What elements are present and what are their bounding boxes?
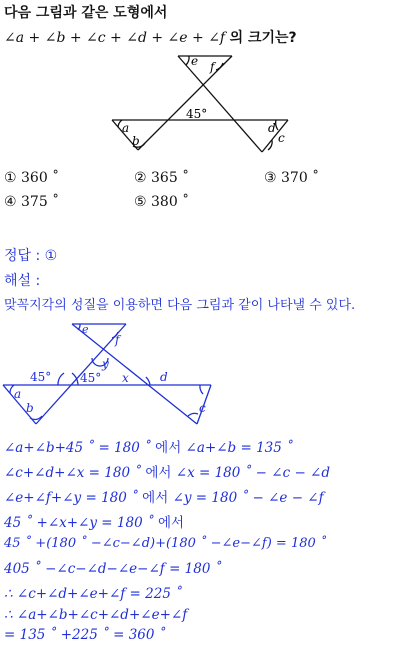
solution-line-3-tail: ∠y = 180 ˚ − ∠e − ∠f (172, 490, 324, 506)
label-y: y (102, 357, 109, 371)
label-f: f (210, 60, 215, 74)
label-e: e (191, 54, 199, 68)
solution-line-6-expr: 405 ˚ −∠c−∠d−∠e−∠f = 180 ˚ (4, 561, 222, 577)
solution-line-4-kr: 에서 (158, 515, 185, 531)
problem-figure (100, 50, 300, 160)
solution-line-2-kr: 에서 (145, 465, 172, 481)
solution-line-1 (4, 436, 293, 456)
label-45-degree: 45° (186, 107, 208, 121)
solution-line-4-expr: 45 ˚ +∠x+∠y = 180 ˚ (4, 515, 154, 531)
solution-line-9-expr: = 135 ˚ +225 ˚ = 360 ˚ (4, 627, 166, 643)
choice-5[interactable]: ⑤ 380 ˚ (134, 194, 190, 210)
solution-line-1-tail: ∠a+∠b = 135 ˚ (185, 440, 293, 456)
label-45-center: 45° (80, 371, 102, 385)
question-line1: 다음 그림과 같은 도형에서 (4, 5, 168, 21)
angle-e-arc (78, 324, 80, 330)
solution-line-5 (4, 536, 326, 551)
label-b: b (26, 401, 34, 415)
choice-3[interactable]: ③ 370 ˚ (264, 170, 320, 186)
solution-line-3 (4, 486, 324, 506)
label-c: c (199, 401, 206, 415)
angle-d-arc (276, 120, 278, 130)
label-e: e (82, 323, 89, 336)
solution-line-9 (4, 627, 166, 643)
answer-label: 정답 : ① (4, 248, 58, 264)
label-c: c (278, 131, 285, 145)
label-a: a (14, 387, 22, 401)
solution-figure (0, 320, 215, 428)
angle-f-arc (216, 63, 223, 70)
explanation-text: 맞꼭지각의 성질을 이용하면 다음 그림과 같이 나타낼 수 있다. (4, 298, 356, 313)
crossing-line-1 (178, 56, 262, 152)
label-b: b (132, 134, 140, 148)
label-f: f (115, 333, 120, 347)
angle-d-arc (200, 385, 203, 394)
label-45-left: 45° (30, 370, 52, 384)
angle-e-arc (186, 56, 189, 65)
solution-line-4 (4, 511, 184, 531)
solution-line-1-kr: 에서 (155, 440, 182, 456)
label-d: d (268, 121, 276, 135)
label-a: a (122, 121, 130, 135)
angle-45-left-arc (58, 373, 64, 385)
choice-1[interactable]: ① 360 ˚ (4, 170, 60, 186)
solution-line-5-expr: 45 ˚ +(180 ˚ −∠c−∠d)+(180 ˚ −∠e−∠f) = 180 ˚ (4, 536, 327, 551)
question-expression: ∠a + ∠b + ∠c + ∠d + ∠e + ∠f (4, 30, 226, 46)
solution-line-3-expr: ∠e+∠f+∠y = 180 ˚ (4, 490, 138, 506)
solution-line-1-expr: ∠a+∠b+45 ˚ = 180 ˚ (4, 440, 151, 456)
question-line2 (4, 27, 297, 47)
solution-line-2 (4, 461, 330, 481)
solution-line-8 (4, 607, 187, 623)
solution-line-3-kr: 에서 (142, 490, 169, 506)
solution-line-2-expr: ∠c+∠d+∠x = 180 ˚ (4, 465, 142, 481)
solution-line-7-expr: ∴ ∠c+∠d+∠e+∠f = 225 ˚ (4, 586, 182, 602)
solution-line-7 (4, 586, 182, 602)
explanation-title: 해설 : (4, 273, 41, 289)
crossing-line-2 (138, 56, 232, 150)
solution-line-2-tail: ∠x = 180 ˚ − ∠c − ∠d (175, 465, 331, 481)
label-x: x (122, 371, 129, 385)
question-suffix: 의 크기는? (229, 30, 297, 46)
choice-4[interactable]: ④ 375 ˚ (4, 194, 60, 210)
solution-line-6 (4, 561, 221, 577)
angle-c-arc (188, 413, 198, 416)
choice-2[interactable]: ② 365 ˚ (134, 170, 190, 186)
label-d: d (160, 370, 168, 384)
solution-line-8-expr: ∴ ∠a+∠b+∠c+∠d+∠e+∠f (4, 607, 188, 623)
